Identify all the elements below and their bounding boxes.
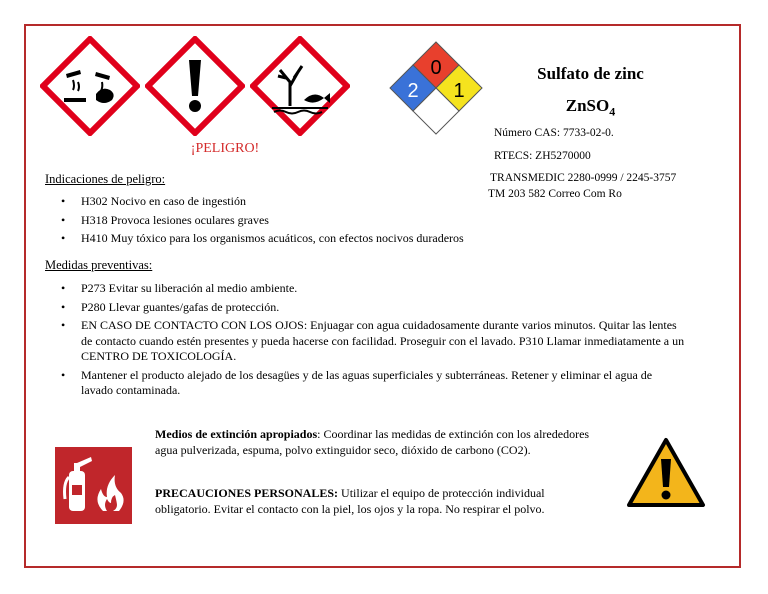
extinction-label: Medios de extinción apropiados [155,427,318,441]
formula-subscript: 4 [609,104,616,119]
nfpa-health: 2 [407,80,419,102]
list-item: • EN CASO DE CONTACTO CON LOS OJOS: Enjuagar con agua cuidadosamente durante varios minutos. Quitar las lentes de contacto cuando estén presentes y pueda hacerse con facilidad. Proseguir con el lavado. P310 Llamar inmediatamente a un CENTRO DE TOXICOLOGÍA. [45,318,685,365]
product-formula [518,96,663,119]
warning-triangle-icon [626,437,706,509]
cas-number: Número CAS: 7733-02-0. [494,127,614,139]
preventive-heading: Medidas preventivas: [45,258,153,272]
preventive-list [45,281,685,402]
rtecs-number: RTECS: ZH5270000 [494,150,591,162]
formula-main: ZnSO [565,96,610,115]
personal-text: Utilizar el equipo de protección individual obligatorio. Evitar el contacto con la piel, los ojos y la ropa. No respirar el polvo. [155,486,545,516]
personal-paragraph [155,486,595,517]
list-item: • P273 Evitar su liberación al medio ambiente. [45,281,685,297]
product-name: Sulfato de zinc [537,64,644,83]
nfpa-reactivity: 1 [453,80,465,102]
signal-word: ¡PELIGRO! [190,141,260,156]
list-item: • H302 Nocivo en caso de ingestión [45,194,685,210]
exclamation-icon [145,36,245,136]
cut-off-text: TM 203 582 Correo Com Ro [488,188,622,199]
personal-label: PRECAUCIONES PERSONALES: [155,486,339,500]
environment-icon [250,36,350,136]
hazard-list [45,194,685,250]
fire-extinguisher-icon [55,447,132,524]
extinction-text: : Coordinar las medidas de extinción con los alrededores agua pulverizada, espuma, polvo extinguidor seco, dióxido de carbono (CO2). [155,427,590,457]
nfpa-diamond-icon [388,41,484,137]
corrosion-icon [40,36,140,136]
extinction-paragraph [155,427,595,458]
transmedic-number: TRANSMEDIC 2280-0999 / 2245-3757 [490,172,677,184]
nfpa-flammability: 0 [430,57,442,79]
list-item: • P280 Llevar guantes/gafas de protección. [45,300,685,316]
list-item: • Mantener el producto alejado de los desagües y de las aguas superficiales y subterráneas. Retener y eliminar el agua de lavado contaminada. [45,368,685,399]
list-item: • H410 Muy tóxico para los organismos acuáticos, con efectos nocivos duraderos [45,231,685,247]
hazard-heading: Indicaciones de peligro: [45,172,166,186]
list-item: • H318 Provoca lesiones oculares graves [45,213,685,229]
